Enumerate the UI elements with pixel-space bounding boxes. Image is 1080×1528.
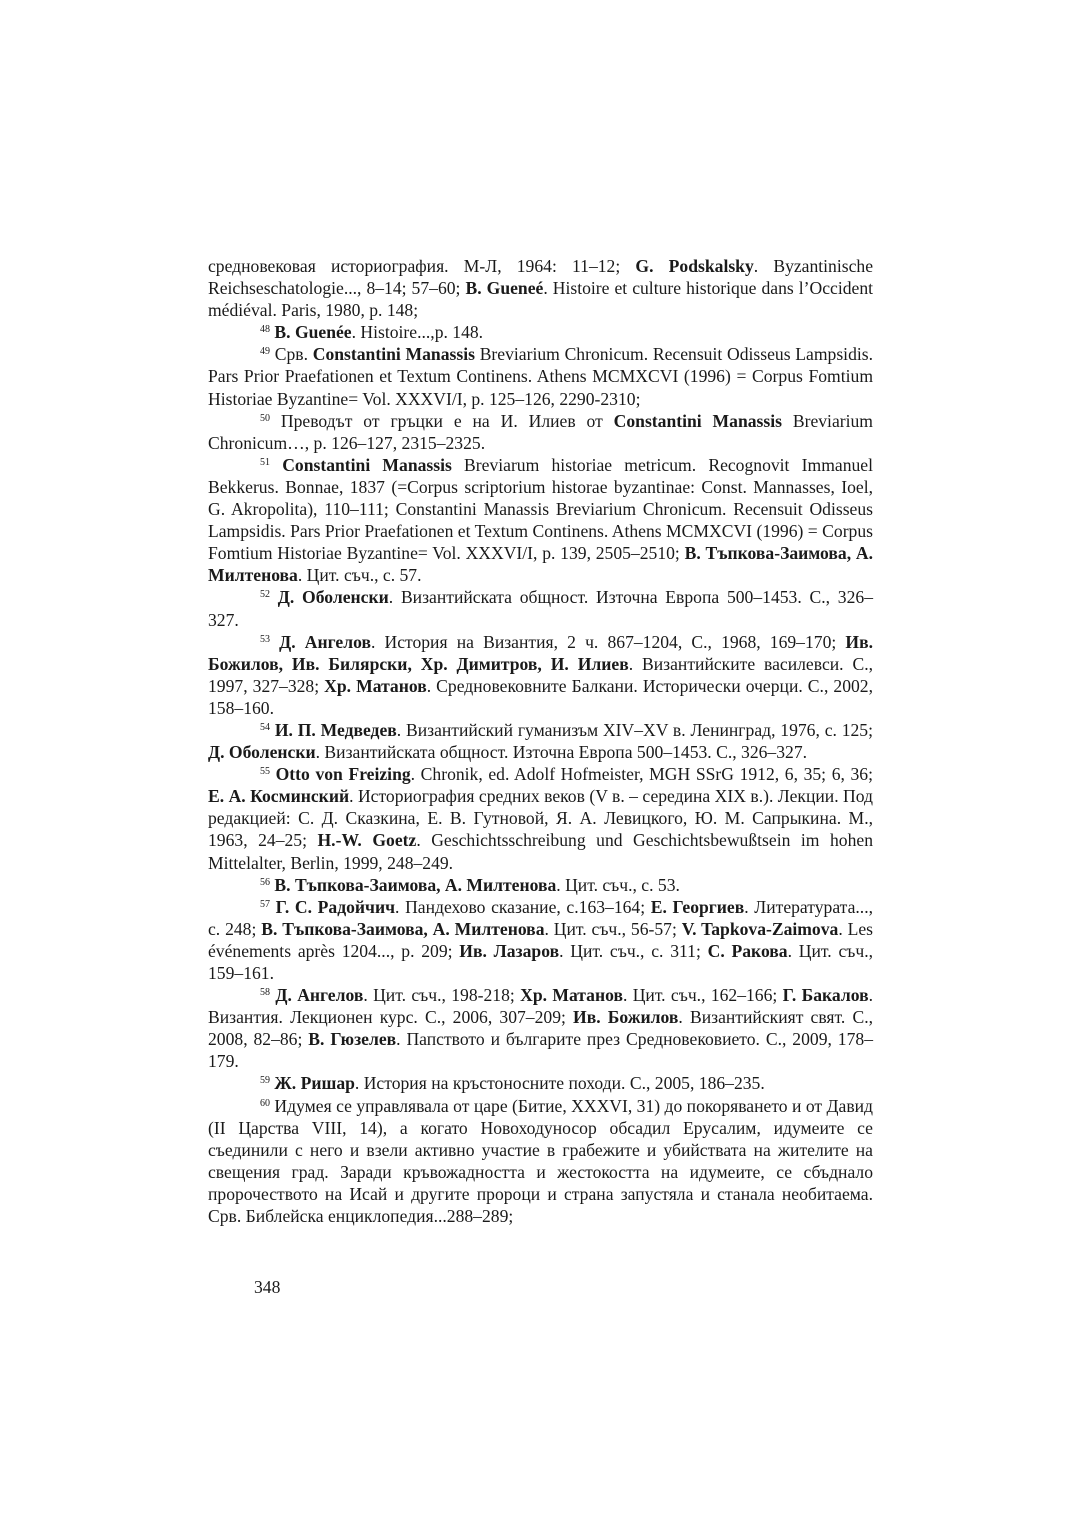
footnote-number: 52 (260, 589, 270, 601)
author-name: В. Тъпкова-Заимова, А. Милтенова (208, 543, 873, 586)
citation-text: . Византийский гуманизъм XIV–XV в. Ленинград, 1976, с. 125; (396, 719, 873, 740)
footnote-56 (208, 874, 873, 896)
author-name: Ив. Божилов (573, 1007, 679, 1028)
author-name: Е. Георгиев (650, 896, 745, 917)
author-name: Constantini Manassis (282, 454, 452, 475)
footnote-number: 49 (260, 346, 270, 358)
author-name: G. Podskalsky (635, 256, 754, 276)
footnote-57 (208, 896, 873, 984)
citation-text: . Цит. съч., 56-57; (544, 918, 682, 939)
citation-text: Преводът от гръцки е на И. Илиев от (280, 410, 614, 431)
citation-text: . Историография средних веков (V в. – середина XIX в.). Лекции. Под редакцией: С. Д. Сказкина, Е. В. Гутновой, Я. А. Левицкого, Ю. М. Сапрыкина. М., 1963, 24–25; (208, 786, 873, 851)
citation-text: . Цит. съч., с. 53. (556, 874, 680, 895)
citation-text: . Цит. съч., 198-218; (363, 985, 521, 1006)
citation-text: . Histoire et culture historique dans l’Occident médiéval. Paris, 1980, p. 148; (208, 278, 874, 321)
citation-text: Срв. (274, 344, 313, 365)
author-name: V. Tapkova-Zaimova (681, 918, 839, 939)
footnote-number: 55 (260, 766, 270, 778)
footnote-number: 48 (260, 324, 270, 336)
citation-text: Идумея се управлявала от царе (Битие, XXXVI, 31) до покоряването и от Давид (II Царства VIII, 14), а когато Новоходуносор обсадил Ерусалим, идумеите се съединили с него и взели активно участие в грабежите и убийствата на жителите на свещения град. Заради кръвожадността и жестокостта на идумеите, се сбъднало пророчеството на Исай и другите пророци и страна запустяла и станала необитаема. Срв. Библейска енциклопедия...288–289; (208, 1095, 873, 1227)
footnote-58 (208, 984, 873, 1072)
author-name: Ив. Божилов, Ив. Билярски, Хр. Димитров, И. Илиев (208, 631, 873, 674)
footnote-53 (208, 631, 873, 719)
author-name: Constantini Manassis (312, 344, 475, 365)
citation-text: . Средновековните Балкани. Исторически очерци. С., 2002, 158–160. (208, 675, 873, 718)
citation-text: . Византийският свят. С., 2008, 82–86; (208, 1007, 873, 1050)
citation-text: Breviarum historiae metricum. Recognovit Immanuel Bekkerus. Bonnae, 1837 (=Corpus scriptorium historae byzantinae: Const. Mannasses, Ioel, G. Akropolita), 110–111; Constantini Manassis Breviarium Chronicum. Recensuit Odisseus Lampsidis. Pars Prior Praefationen et Textum Continens. Athens MCMXCVI (1996) = Corpus Fomtium Historiae Byzantine= Vol. XXXVI/I, p. 139, 2505–2510; (208, 454, 873, 564)
author-name: B. Guenée (274, 322, 352, 343)
author-name: Otto von Freizing (275, 764, 411, 785)
footnote-number: 57 (260, 898, 270, 910)
footnote-number: 51 (260, 456, 270, 468)
author-name: В. Тъпкова-Заимова, А. Милтенова (274, 874, 557, 895)
author-name: Хр. Матанов (520, 985, 623, 1006)
footnote-number: 50 (260, 412, 270, 424)
footnote-number: 60 (260, 1097, 270, 1109)
citation-text: . Цит. съч., с. 311; (559, 940, 708, 961)
citation-text: Breviarium Chronicum…, p. 126–127, 2315–2325. (208, 410, 873, 453)
author-name: Е. А. Косминский (208, 786, 350, 807)
citation-text: . Цит. съч., 159–161. (208, 940, 873, 983)
footnote-60 (208, 1095, 873, 1228)
page-number: 348 (254, 1277, 281, 1297)
author-name: H.-W. Goetz (317, 830, 417, 851)
author-name: Д. Ангелов (275, 985, 364, 1006)
author-name: Constantini Manassis (613, 410, 782, 431)
citation-text: . Цит. съч., 162–166; (622, 985, 783, 1006)
footnote-48 (208, 321, 873, 343)
citation-text: . История на кръстоносните походи. С., 2005, 186–235. (354, 1073, 765, 1094)
footnote-49 (208, 343, 873, 409)
author-name: Г. Бакалов (782, 985, 869, 1006)
footnote-continuation (208, 255, 873, 321)
author-name: С. Ракова (707, 940, 788, 961)
citation-text: . Папството и българите през Средновековието. С., 2009, 178–179. (208, 1029, 873, 1072)
citation-text: Breviarium Chronicum. Recensuit Odisseus Lampsidis. Pars Prior Praefationen et Textum Continens. Athens MCMXCVI (1996) = Corpus Fomtium Historiae Byzantine= Vol. XXXVI/I, p. 125–126, 2290-2310; (208, 344, 874, 409)
citation-text: . Chronik, ed. Adolf Hofmeister, MGH SSrG 1912, 6, 35; 6, 36; (410, 764, 873, 785)
citation-text: . Пандехово сказание, с.163–164; (395, 896, 651, 917)
citation-text: . Histoire...,p. 148. (351, 322, 484, 343)
author-name: Хр. Матанов (324, 675, 427, 696)
citation-text: . Византийските василевси. С., 1997, 327–328; (208, 653, 874, 696)
citation-text: . Византийската общност. Източна Европа 500–1453. С., 326–327. (208, 587, 873, 630)
citation-text: . Цит. съч., с. 57. (297, 565, 422, 586)
citation-text: . Byzantinische Reichseschatologie..., 8–14; 57–60; (208, 256, 874, 299)
author-name: Д. Ангелов (279, 631, 371, 652)
citation-text: . Geschichtsschreibung und Geschichtsbewußtsein im hohen Mittelalter, Berlin, 1999, 248–249. (208, 830, 873, 873)
footnote-52 (208, 586, 873, 630)
footnote-59 (208, 1072, 873, 1094)
footnote-number: 53 (260, 633, 270, 645)
author-name: B. Gueneé (465, 278, 544, 299)
footnote-number: 56 (260, 876, 270, 888)
footnote-number: 58 (260, 987, 270, 999)
footnotes-section (208, 255, 873, 1227)
footnote-list (208, 321, 873, 1227)
footnote-50 (208, 410, 873, 454)
citation-text: . История на Византия, 2 ч. 867–1204, С., 1968, 169–170; (370, 631, 846, 652)
citation-text: средновековая историография. М-Л, 1964: 11–12; (208, 256, 636, 276)
citation-text: . Византия. Лекционен курс. С., 2006, 307–209; (208, 985, 873, 1028)
author-name: В. Гюзелев (308, 1029, 397, 1050)
author-name: В. Тъпкова-Заимова, А. Милтенова (261, 918, 545, 939)
footnote-51 (208, 454, 873, 587)
footnote-number: 54 (260, 721, 270, 733)
footnote-number: 59 (260, 1075, 270, 1087)
author-name: Г. С. Радойчич (275, 896, 396, 917)
author-name: Ив. Лазаров (459, 940, 560, 961)
citation-text: . Литературата..., с. 248; (208, 896, 873, 939)
author-name: Д. Оболенски (277, 587, 389, 608)
citation-text: . Les événements après 1204..., p. 209; (208, 918, 873, 961)
author-name: Д. Оболенски (208, 742, 316, 763)
author-name: И. П. Медведев (274, 719, 397, 740)
author-name: Ж. Ришар (274, 1073, 355, 1094)
footnote-55 (208, 763, 873, 873)
citation-text: . Византийската общност. Източна Европа 500–1453. С., 326–327. (315, 742, 808, 763)
footnote-54 (208, 719, 873, 763)
